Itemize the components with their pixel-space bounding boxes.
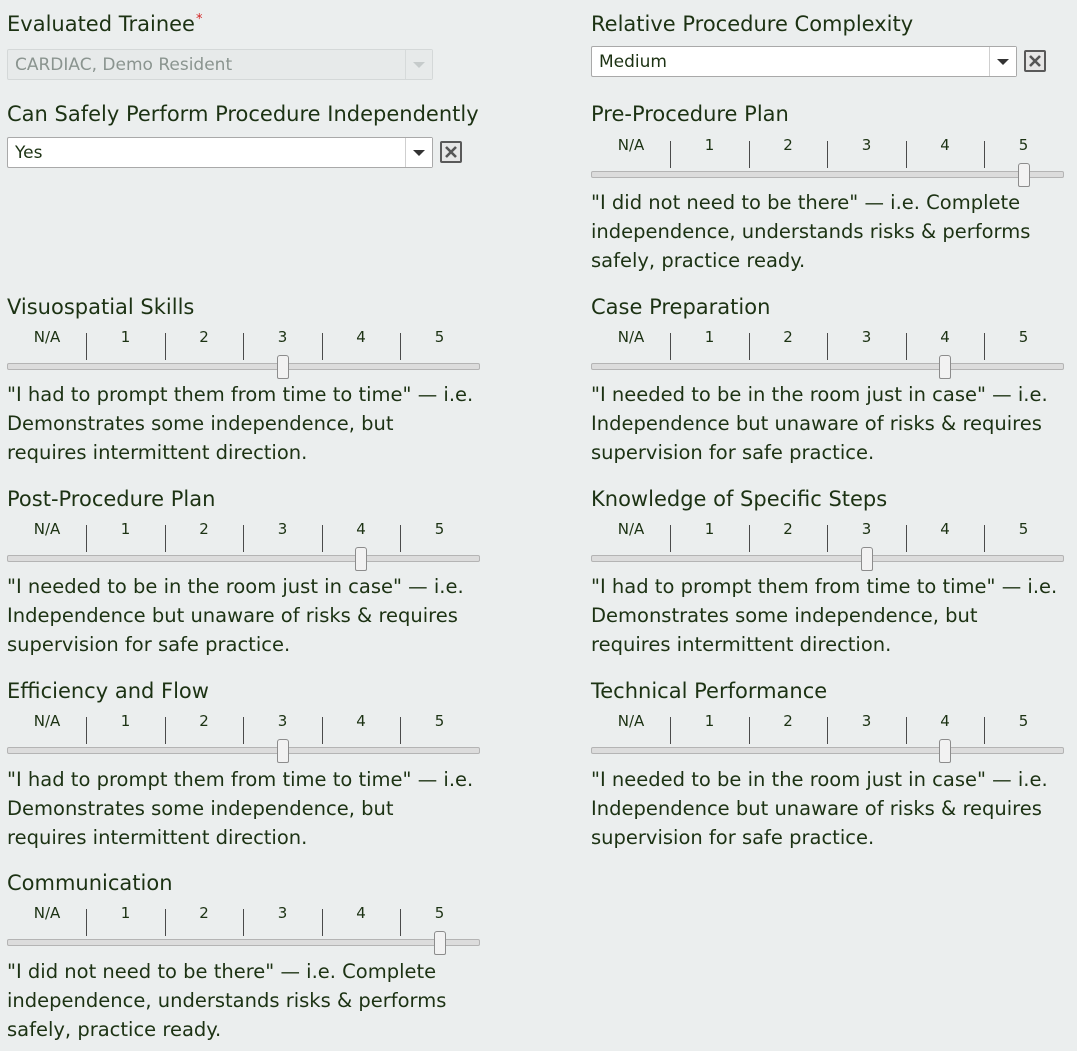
scale-label: 4: [940, 136, 950, 154]
scale-label: 4: [940, 712, 950, 730]
scale-divider: [400, 909, 401, 936]
scale-label: 4: [356, 904, 366, 922]
post-procedure-plan-slider[interactable]: [7, 519, 480, 569]
scale-label: N/A: [617, 328, 645, 346]
scale-divider: [400, 333, 401, 360]
slider-track[interactable]: [591, 555, 1064, 562]
chevron-down-icon: [413, 150, 425, 156]
evaluated-trainee-select: [7, 49, 433, 80]
scale-divider: [984, 717, 985, 744]
scale-divider: [670, 525, 671, 552]
scale-label: 3: [277, 328, 288, 346]
scale-label: 5: [1018, 136, 1029, 154]
slider-track[interactable]: [591, 171, 1064, 178]
scale-divider: [86, 909, 87, 936]
technical-performance-label: Technical Performance: [591, 679, 828, 703]
slider-track[interactable]: [7, 555, 480, 562]
efficiency-flow-description: "I had to prompt them from time to time" — i.e. Demonstrates some independence, but requires intermittent direction.: [7, 768, 474, 849]
pre-procedure-plan-description: "I did not need to be there" — i.e. Complete independence, understands risks & performs safely, practice ready.: [591, 191, 1031, 272]
close-icon: [444, 145, 458, 159]
scale-label: N/A: [617, 712, 645, 730]
communication-description: "I did not need to be there" — i.e. Complete independence, understands risks & performs safely, practice ready.: [7, 960, 447, 1041]
scale-label: 4: [356, 712, 366, 730]
scale-divider: [749, 525, 750, 552]
evaluated-trainee-label: [7, 11, 202, 37]
knowledge-specific-steps-slider[interactable]: [591, 519, 1064, 569]
scale-label: 4: [940, 328, 950, 346]
scale-label: N/A: [33, 520, 61, 538]
knowledge-specific-steps-label: Knowledge of Specific Steps: [591, 487, 888, 511]
scale-label: 5: [434, 520, 445, 538]
scale-label: 4: [356, 328, 366, 346]
scale-label: 5: [1018, 520, 1029, 538]
scale-label: 3: [861, 520, 872, 538]
slider-handle[interactable]: [434, 931, 446, 955]
scale-label: 3: [277, 904, 288, 922]
scale-divider: [827, 717, 828, 744]
scale-divider: [906, 141, 907, 168]
scale-divider: [749, 333, 750, 360]
scale-label: 5: [434, 328, 445, 346]
procedure-complexity-dropdown-button[interactable]: [989, 47, 1016, 76]
communication-slider[interactable]: [7, 903, 480, 953]
scale-label: 1: [120, 904, 131, 922]
visuospatial-skills-label: Visuospatial Skills: [7, 295, 195, 319]
scale-divider: [86, 717, 87, 744]
scale-divider: [984, 333, 985, 360]
scale-divider: [827, 141, 828, 168]
slider-handle[interactable]: [355, 547, 367, 571]
visuospatial-skills-description: "I had to prompt them from time to time" — i.e. Demonstrates some independence, but requires intermittent direction.: [7, 383, 474, 464]
scale-divider: [322, 909, 323, 936]
scale-divider: [670, 333, 671, 360]
scale-divider: [906, 525, 907, 552]
scale-label: 1: [704, 520, 715, 538]
independent-label: Can Safely Perform Procedure Independently: [7, 102, 479, 126]
scale-label: 1: [704, 136, 715, 154]
pre-procedure-plan-slider[interactable]: [591, 135, 1064, 185]
scale-label: N/A: [617, 520, 645, 538]
communication-label: Communication: [7, 871, 173, 895]
chevron-down-icon: [997, 59, 1009, 65]
scale-label: N/A: [33, 712, 61, 730]
scale-divider: [827, 333, 828, 360]
pre-procedure-plan-label: Pre-Procedure Plan: [591, 102, 789, 126]
independent-select[interactable]: [7, 137, 433, 168]
required-marker: *: [195, 12, 203, 27]
scale-divider: [906, 333, 907, 360]
scale-divider: [243, 909, 244, 936]
scale-label: 3: [861, 136, 872, 154]
scale-divider: [984, 141, 985, 168]
scale-label: 1: [704, 712, 715, 730]
scale-label: 5: [1018, 712, 1029, 730]
chevron-down-icon: [413, 62, 425, 68]
scale-divider: [322, 717, 323, 744]
scale-divider: [749, 717, 750, 744]
visuospatial-skills-slider[interactable]: [7, 327, 480, 377]
scale-divider: [243, 333, 244, 360]
post-procedure-plan-description: "I needed to be in the room just in case" — i.e. Independence but unaware of risks & requires supervision for safe practice.: [7, 575, 464, 656]
independent-clear-button[interactable]: [440, 141, 462, 163]
scale-label: 3: [861, 328, 872, 346]
scale-label: 1: [120, 328, 131, 346]
scale-label: 3: [277, 520, 288, 538]
scale-divider: [165, 525, 166, 552]
evaluated-trainee-dropdown-arrow: [405, 50, 432, 79]
scale-divider: [86, 525, 87, 552]
procedure-complexity-label: Relative Procedure Complexity: [591, 12, 914, 36]
scale-divider: [670, 141, 671, 168]
slider-handle[interactable]: [861, 547, 873, 571]
scale-label: 5: [1018, 328, 1029, 346]
scale-divider: [243, 717, 244, 744]
scale-label: N/A: [33, 904, 61, 922]
scale-label: 4: [356, 520, 366, 538]
scale-divider: [322, 525, 323, 552]
scale-divider: [243, 525, 244, 552]
scale-label: 3: [277, 712, 288, 730]
scale-label: 2: [199, 520, 209, 538]
scale-divider: [400, 717, 401, 744]
scale-divider: [86, 333, 87, 360]
scale-divider: [827, 525, 828, 552]
evaluated-trainee-label-text: Evaluated Trainee: [7, 12, 195, 36]
procedure-complexity-value: Medium: [599, 52, 667, 72]
scale-label: 3: [861, 712, 872, 730]
scale-label: 1: [120, 520, 131, 538]
procedure-complexity-clear-button[interactable]: [1024, 50, 1046, 72]
scale-divider: [984, 525, 985, 552]
slider-handle[interactable]: [277, 739, 289, 763]
efficiency-flow-slider[interactable]: [7, 711, 480, 761]
scale-label: N/A: [33, 328, 61, 346]
independent-dropdown-button[interactable]: [405, 138, 432, 167]
case-preparation-label: Case Preparation: [591, 295, 771, 319]
slider-handle[interactable]: [939, 355, 951, 379]
scale-divider: [165, 717, 166, 744]
slider-handle[interactable]: [939, 739, 951, 763]
scale-label: 4: [940, 520, 950, 538]
evaluated-trainee-value: CARDIAC, Demo Resident: [15, 55, 233, 75]
scale-label: 2: [783, 136, 793, 154]
scale-label: 2: [199, 712, 209, 730]
procedure-complexity-select[interactable]: [591, 46, 1017, 77]
close-icon: [1028, 54, 1042, 68]
efficiency-flow-label: Efficiency and Flow: [7, 679, 209, 703]
slider-handle[interactable]: [277, 355, 289, 379]
scale-label: 1: [120, 712, 131, 730]
slider-track[interactable]: [591, 747, 1064, 754]
scale-label: 2: [199, 904, 209, 922]
scale-label: N/A: [617, 136, 645, 154]
slider-track[interactable]: [7, 939, 480, 946]
slider-track[interactable]: [7, 363, 480, 370]
scale-divider: [322, 333, 323, 360]
technical-performance-description: "I needed to be in the room just in case" — i.e. Independence but unaware of risks & requires supervision for safe practice.: [591, 768, 1048, 849]
scale-divider: [165, 909, 166, 936]
knowledge-specific-steps-description: "I had to prompt them from time to time" — i.e. Demonstrates some independence, but requires intermittent direction.: [591, 575, 1058, 656]
scale-label: 5: [434, 904, 445, 922]
case-preparation-slider[interactable]: [591, 327, 1064, 377]
scale-divider: [670, 717, 671, 744]
scale-divider: [906, 717, 907, 744]
independent-value: Yes: [15, 143, 43, 163]
scale-label: 2: [783, 712, 793, 730]
scale-label: 2: [783, 520, 793, 538]
technical-performance-slider[interactable]: [591, 711, 1064, 761]
slider-handle[interactable]: [1018, 163, 1030, 187]
scale-label: 2: [199, 328, 209, 346]
scale-label: 2: [783, 328, 793, 346]
scale-label: 1: [704, 328, 715, 346]
case-preparation-description: "I needed to be in the room just in case" — i.e. Independence but unaware of risks & requires supervision for safe practice.: [591, 383, 1048, 464]
scale-divider: [400, 525, 401, 552]
scale-divider: [749, 141, 750, 168]
slider-track[interactable]: [591, 363, 1064, 370]
scale-label: 5: [434, 712, 445, 730]
scale-divider: [165, 333, 166, 360]
post-procedure-plan-label: Post-Procedure Plan: [7, 487, 216, 511]
slider-track[interactable]: [7, 747, 480, 754]
